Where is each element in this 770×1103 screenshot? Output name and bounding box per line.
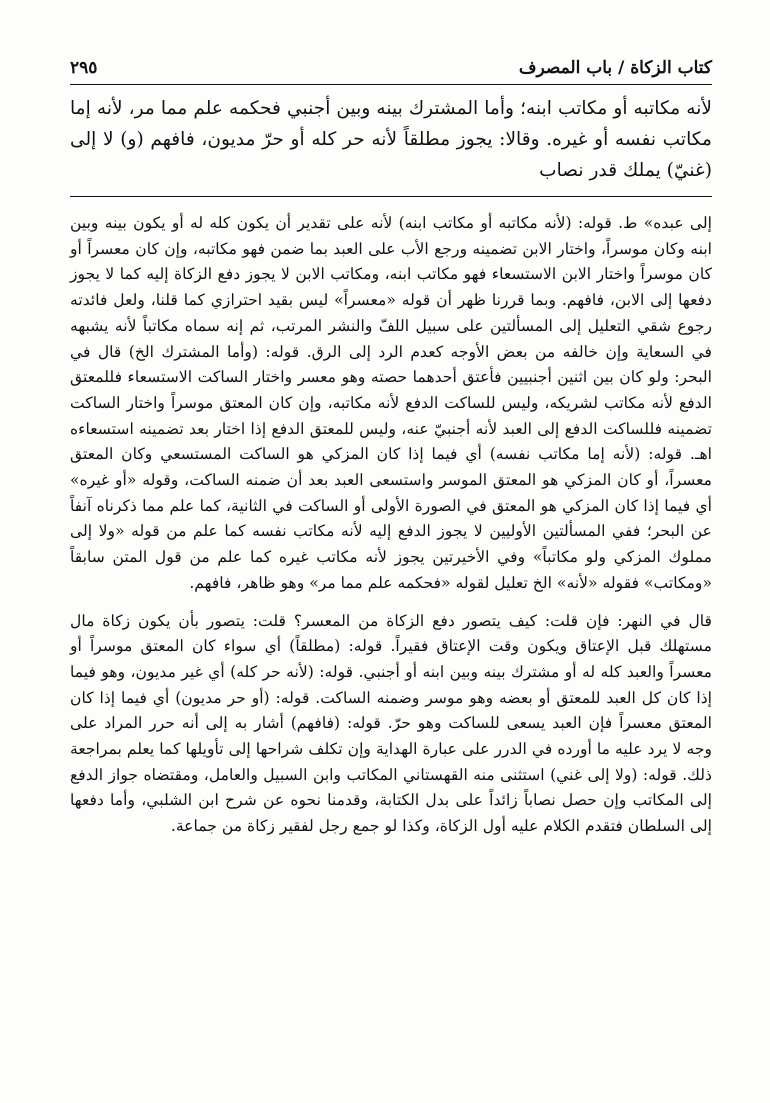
commentary-paragraph-2: قال في النهر: فإن قلت: كيف يتصور دفع الزكاة من المعسر؟ قلت: يتصور بأن يكون زكاة مال مستهلك قبل الإعتاق ويكون وقت الإعتاق فقيراً. قوله: (مطلقاً) أي سواء كان المعتق موسراً أو معسراً والعبد كله له أو مشترك بينه وبين ابنه أو أجنبي. قوله: (لأنه حر كله) أي غير مديون، وهو فيما إذا كان كل العبد للمعتق أو بعضه وهو موسر وضمنه الساكت. قوله: (أو حر مديون) أي فيما إذا كان المعتق معسراً فإن العبد يسعى للساكت وهو حرّ. قوله: (فافهم) أشار به إلى أنه حرر المراد على وجه لا يرد عليه ما أورده في الدرر على عبارة الهداية وإن تكلف شراحها إلى تأويلها كما يعلم بمراجعة ذلك. قوله: (ولا إلى غني) استثنى منه القهستاني المكاتب وابن السبيل والعامل، ومقتضاه جواز الدفع إلى المكاتب وإن حصل نصاباً زائداً على بدل الكتابة، وقدمنا نحوه عن شرح ابن الشلبي، وأما دفعها إلى السلطان فتقدم الكلام عليه أول الزكاة، وكذا لو جمع رجل لفقير زكاة من جماعة. bbox=[70, 611, 712, 836]
page-number: ٢٩٥ bbox=[70, 58, 98, 78]
main-text: لأنه مكاتبه أو مكاتب ابنه؛ وأما المشترك بينه وبين أجنبي فحكمه علم مما مر، لأنه إما مكاتب نفسه أو غيره. وقالا: يجوز مطلقاً لأنه حر كله أو حرّ مديون، فافهم (و) لا إلى (غنيّ) يملك قدر نصاب bbox=[70, 98, 712, 181]
running-header bbox=[70, 56, 712, 85]
book-page bbox=[70, 56, 712, 1096]
commentary-paragraph-1: إلى عبده» ط. قوله: (لأنه مكاتبه أو مكاتب ابنه) لأنه على تقدير أن يكون كله له أو يكون بينه وبين ابنه وكان موسراً، واختار الابن تضمينه ورجع الأب على العبد بما ضمن فهو مكاتبه، وإن كان معسراً أو كان موسراً واختار الابن الاستسعاء فهو مكاتب ابنه، ومكاتب الابن لا يجوز دفع الزكاة إليه كما لا يجوز دفعها إلى الابن، فافهم. وبما قررنا ظهر أن قوله «معسراً» ليس بقيد احترازي كما قلنا، ولعل فائدته رجوع شقي التعليل إلى المسألتين على سبيل اللفّ والنشر المرتب، ثم إنه سماه مكاتباً لأنه يشبهه في السعاية وإن خالفه من بعض الأوجه كعدم الرد إلى الرق. قوله: (وأما المشترك الخ) قال في البحر: ولو كان بين اثنين أجنبيين فأعتق أحدهما حصته وهو معسر واختار الساكت الاستسعاء فللمعتق الدفع لأنه مكاتب لشريكه، وليس للساكت الدفع لأنه مكاتبه، وإن كان المعتق موسراً واختار الساكت تضمينه فللساكت الدفع إلى العبد لأنه أجنبيّ عنه، وليس للمعتق الدفع إذا اختار بعد تضمينه استسعاءه اهـ. قوله: (لأنه إما مكاتب نفسه) أي فيما إذا كان المزكي هو الساكت المستسعي وكان المعتق معسراً، أو كان المزكي هو المعتق الموسر واستسعى العبد بعد أن ضمنه الساكت، وقوله «أو غيره» أي فيما إذا كان المزكي هو المعتق في الصورة الأولى أو الساكت في الثانية، كما علم مما ذكرناه آنفاً عن البحر؛ ففي المسألتين الأوليين لا يجوز الدفع إليه لأنه مكاتب نفسه كما علم من قوله «ولا إلى مملوك المزكي ولو مكاتباً» وفي الأخيرتين يجوز لأنه مكاتب غيره كما علم من قول المتن سابقاً «ومكاتب» فقوله «لأنه» الخ تعليل لقوله «فحكمه علم مما مر» وهو ظاهر، فافهم. bbox=[70, 214, 712, 592]
divider-rule bbox=[70, 196, 712, 197]
commentary bbox=[70, 211, 712, 840]
chapter-title: كتاب الزكاة / باب المصرف bbox=[518, 58, 712, 78]
